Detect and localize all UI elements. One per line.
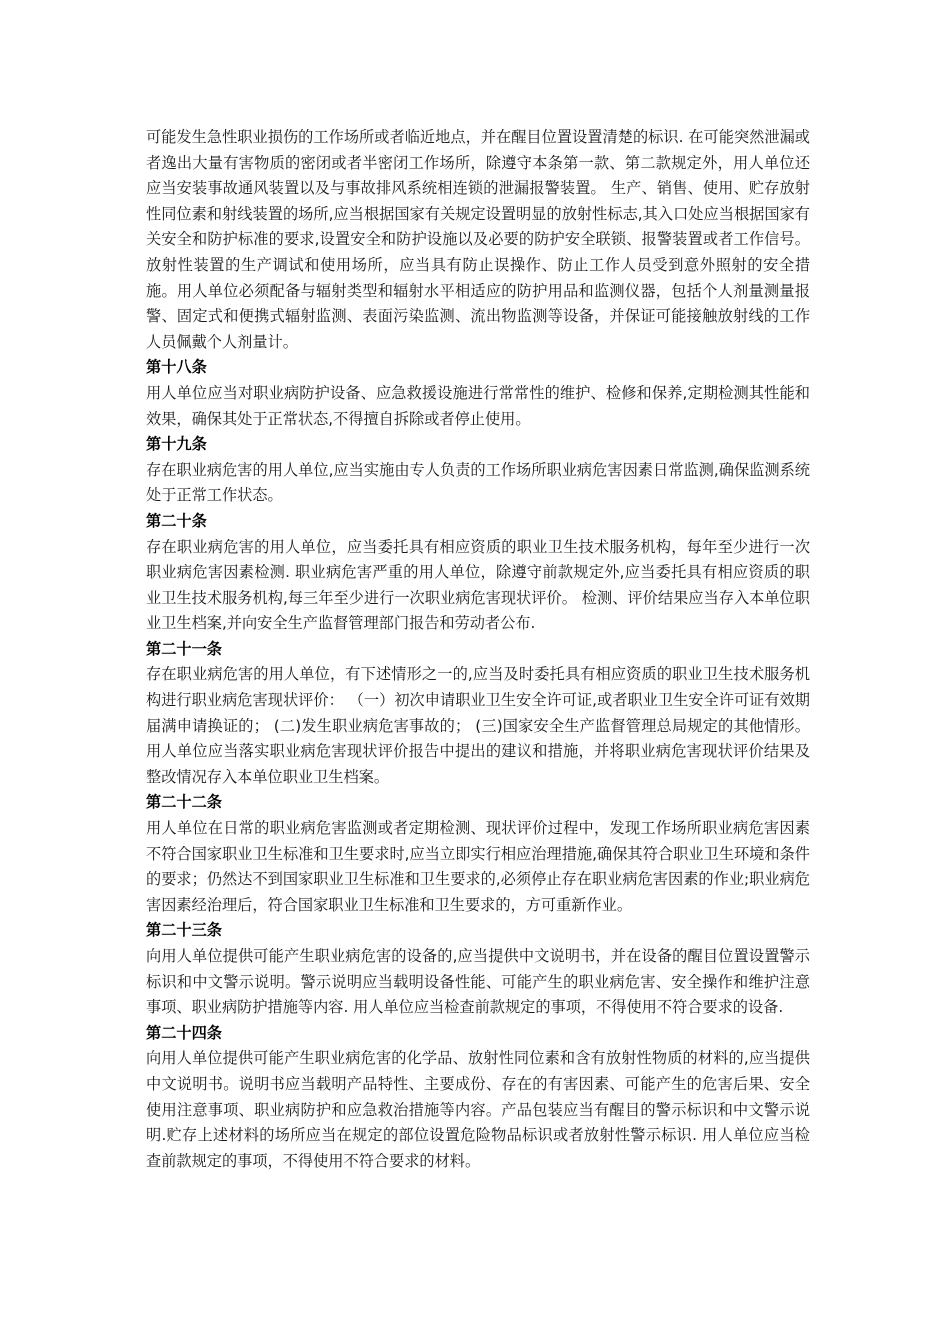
- paragraph-article-24: 向用人单位提供可能产生职业病危害的化学品、放射性同位素和含有放射性物质的材料的,应当提供中文说明书。说明书应当载明产品特性、主要成份、存在的有害因素、可能产生的危害后果、安全使用注意事项、职业病防护和应急救治措施等内容。产品包装应当有醒目的警示标识和中文警示说明.贮存上述材料的场所应当在规定的部位设置危险物品标识或者放射性警示标识. 用人单位应当检查前款规定的事项，不得使用不符合要求的材料。: [146, 1049, 810, 1170]
- heading-article-24: 第二十四条: [146, 1023, 222, 1042]
- paragraph-article-20: 存在职业病危害的用人单位，应当委托具有相应资质的职业卫生技术服务机构，每年至少进行一次职业病危害因素检测. 职业病危害严重的用人单位，除遵守前款规定外,应当委托具有相应资质的职业卫生技术服务机构,每三年至少进行一次职业病危害现状评价。 检测、评价结果应当存入本单位职业卫生档案,并向安全生产监督管理部门报告和劳动者公布.: [146, 537, 810, 633]
- heading-article-18: 第十八条: [146, 358, 207, 377]
- heading-article-22: 第二十二条: [146, 793, 222, 812]
- paragraph-article-21: 存在职业病危害的用人单位，有下述情形之一的,应当及时委托具有相应资质的职业卫生技术服务机构进行职业病危害现状评价： （一）初次申请职业卫生安全许可证,或者职业卫生安全许可证有效期届满申请换证的； (二)发生职业病危害事故的； (三)国家安全生产监督管理总局规定的其他情形。 用人单位应当落实职业病危害现状评价报告中提出的建议和措施，并将职业病危害现状评价结果及整改情况存入本单位职业卫生档案。: [146, 665, 810, 786]
- document-body: [146, 125, 810, 1174]
- paragraph-article-23: 向用人单位提供可能产生职业病危害的设备的,应当提供中文说明书，并在设备的醒目位置设置警示标识和中文警示说明。警示说明应当载明设备性能、可能产生的职业病危害、安全操作和维护注意事项、职业病防护措施等内容. 用人单位应当检查前款规定的事项，不得使用不符合要求的设备.: [146, 947, 810, 1017]
- paragraph-article-17-continued: 可能发生急性职业损伤的工作场所或者临近地点，并在醒目位置设置清楚的标识. 在可能突然泄漏或者逸出大量有害物质的密闭或者半密闭工作场所，除遵守本条第一款、第二款规定外，用人单位还应当安装事故通风装置以及与事故排风系统相连锁的泄漏报警装置。 生产、销售、使用、贮存放射性同位素和射线装置的场所,应当根据国家有关规定设置明显的放射性标志,其入口处应当根据国家有关安全和防护标准的要求,设置安全和防护设施以及必要的防护安全联锁、报警装置或者工作信号。放射性装置的生产调试和使用场所，应当具有防止误操作、防止工作人员受到意外照射的安全措施。用人单位必须配备与辐射类型和辐射水平相适应的防护用品和监测仪器，包括个人剂量测量报警、固定式和便携式辐射监测、表面污染监测、流出物监测等设备，并保证可能接触放射线的工作人员佩戴个人剂量计。: [146, 128, 810, 351]
- heading-article-23: 第二十三条: [146, 921, 222, 940]
- heading-article-19: 第十九条: [146, 435, 207, 454]
- paragraph-article-22: 用人单位在日常的职业病危害监测或者定期检测、现状评价过程中，发现工作场所职业病危害因素不符合国家职业卫生标准和卫生要求时,应当立即实行相应治理措施,确保其符合职业卫生环境和条件的要求；仍然达不到国家职业卫生标准和卫生要求的,必须停止存在职业病危害因素的作业;职业病危害因素经治理后，符合国家职业卫生标准和卫生要求的，方可重新作业。: [146, 819, 810, 914]
- heading-article-21: 第二十一条: [146, 639, 222, 658]
- heading-article-20: 第二十条: [146, 511, 207, 530]
- paragraph-article-19: 存在职业病危害的用人单位,应当实施由专人负责的工作场所职业病危害因素日常监测,确保监测系统处于正常工作状态。: [146, 460, 810, 505]
- paragraph-article-18: 用人单位应当对职业病防护设备、应急救援设施进行常常性的维护、检修和保养,定期检测其性能和效果，确保其处于正常状态,不得擅自拆除或者停止使用。: [146, 383, 810, 428]
